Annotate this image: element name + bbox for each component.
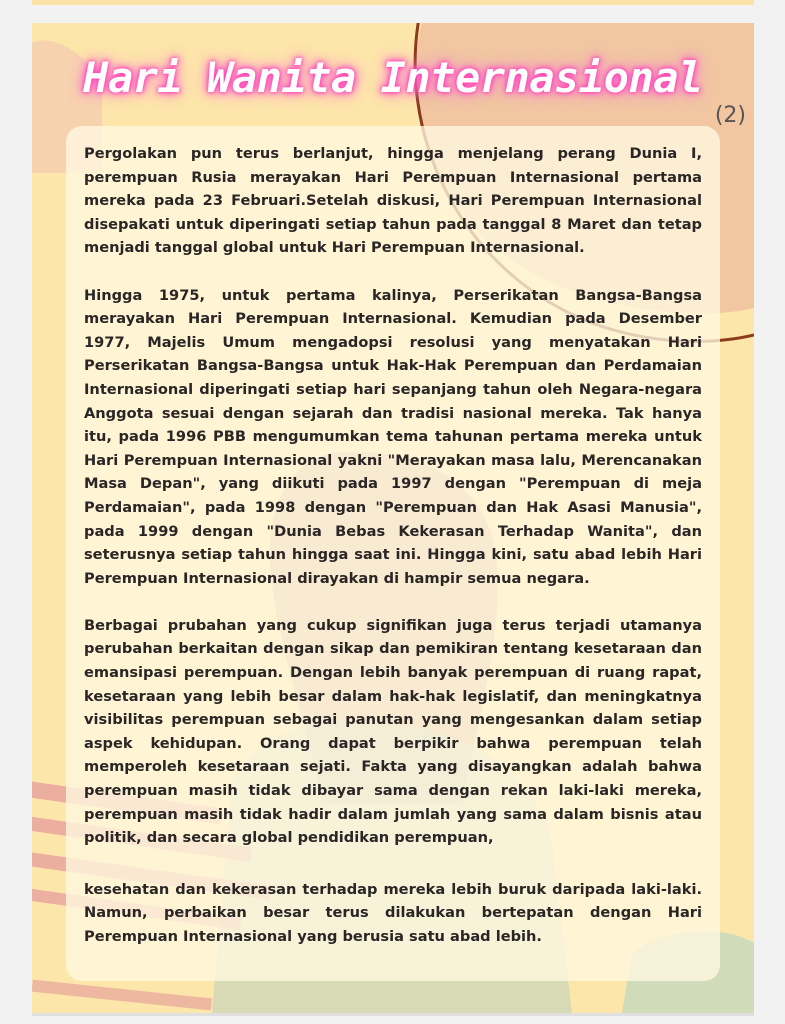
- paragraph: kesehatan dan kekerasan terhadap mereka lebih buruk daripada laki-laki. Namun, perbaikan besar terus dilakukan bertepatan dengan Hari Perempuan Internasional yang berusia satu abad lebih.: [84, 880, 702, 945]
- document-page: [32, 23, 754, 1013]
- pink-stripe: [32, 980, 212, 1011]
- paragraph: Berbagai prubahan yang cukup signifikan juga terus terjadi utamanya perubahan berkaitan dengan sikap dan pemikiran tentang kesetaraan dan emansipasi perempuan. Dengan lebih banyak perempuan di ruang rapat, kesetaraan yang lebih besar dalam hak-hak legislatif, dan meningkatnya visibilitas perempuan sebagai panutan yang mengesankan dalam setiap aspek kehidupan. Orang dapat berpikir bahwa perempuan telah memperoleh kesetaraan sejati. Fakta yang disayangkan adalah bahwa perempuan masih tidak dibayar sama dengan rekan laki-laki mereka, perempuan masih tidak hadir dalam jumlah yang sama dalam bisnis atau politik, dan secara global pendidikan perempuan,: [84, 616, 702, 847]
- page-bottom-edge: [32, 1013, 754, 1016]
- page-number: (2): [714, 103, 746, 128]
- paragraph: Pergolakan pun terus berlanjut, hingga menjelang perang Dunia I, perempuan Rusia merayakan Hari Perempuan Internasional pertama mereka pada 23 Februari.Setelah diskusi, Hari Perempuan Internasional disepakati untuk diperingati setiap tahun pada tanggal 8 Maret dan tetap menjadi tanggal global untuk Hari Perempuan Internasional.: [84, 145, 702, 257]
- article-body: [84, 142, 702, 949]
- page-title: Hari Wanita Internasional: [83, 53, 703, 102]
- previous-page-edge: [32, 0, 754, 5]
- paragraph: Hingga 1975, untuk pertama kalinya, Perserikatan Bangsa-Bangsa merayakan Hari Perempuan Internasional. Kemudian pada Desember 1977, Majelis Umum mengadopsi resolusi yang menyatakan Hari Perserikatan Bangsa-Bangsa untuk Hak-Hak Perempuan dan Perdamaian Internasional diperingati setiap hari sepanjang tahun oleh Negara-negara Anggota sesuai dengan sejarah dan tradisi nasional mereka. Tak hanya itu, pada 1996 PBB mengumumkan tema tahunan pertama mereka untuk Hari Perempuan Internasional yakni "Merayakan masa lalu, Merencanakan Masa Depan", yang diikuti pada 1997 dengan "Perempuan di meja Perdamaian", pada 1998 dengan "Perempuan dan Hak Asasi Manusia", pada 1999 dengan "Dunia Bebas Kekerasan Terhadap Wanita", dan seterusnya setiap tahun hingga saat ini. Hingga kini, satu abad lebih Hari Perempuan Internasional dirayakan di hampir semua negara.: [84, 286, 702, 587]
